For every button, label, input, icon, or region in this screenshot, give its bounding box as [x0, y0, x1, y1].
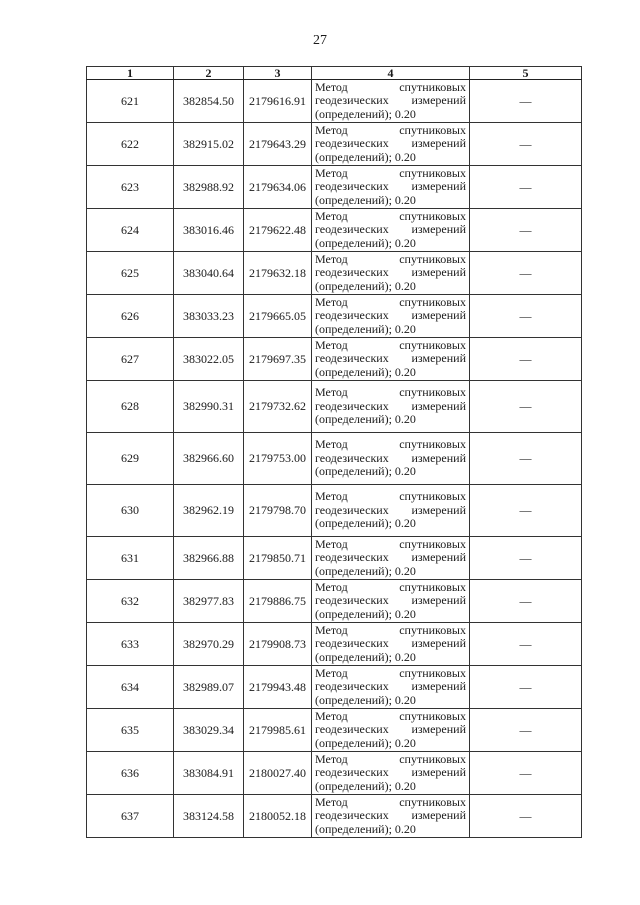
method-line-1 — [315, 710, 466, 724]
method-line-3: (определений); 0.20 — [315, 778, 416, 793]
point-number-cell: 635 — [87, 709, 174, 752]
method-word: геодезических — [315, 765, 389, 780]
method-word: спутниковых — [399, 208, 466, 223]
method-line-3: (определений); 0.20 — [315, 364, 416, 379]
method-line-2 — [315, 637, 466, 651]
table-row — [87, 338, 582, 381]
y-coordinate-cell: 2179632.18 — [244, 252, 312, 295]
method-cell — [312, 537, 470, 580]
x-coordinate-cell: 383124.58 — [174, 795, 244, 838]
method-word: геодезических — [315, 679, 389, 694]
method-word: геодезических — [315, 265, 389, 280]
method-word: измерений — [411, 722, 466, 737]
method-cell — [312, 209, 470, 252]
point-number-cell: 633 — [87, 623, 174, 666]
method-word: Метод — [315, 79, 348, 94]
method-word: измерений — [411, 765, 466, 780]
point-number-cell: 625 — [87, 252, 174, 295]
method-word: измерений — [411, 351, 466, 366]
method-word: спутниковых — [399, 579, 466, 594]
method-word: измерений — [411, 398, 466, 413]
table-row — [87, 252, 582, 295]
description-cell: — — [470, 795, 582, 838]
x-coordinate-cell: 382989.07 — [174, 666, 244, 709]
method-line-1 — [315, 386, 466, 400]
y-coordinate-cell: 2179732.62 — [244, 381, 312, 433]
x-coordinate-cell: 383040.64 — [174, 252, 244, 295]
description-cell: — — [470, 295, 582, 338]
table-row — [87, 537, 582, 580]
x-coordinate-cell: 383022.05 — [174, 338, 244, 381]
method-line-1 — [315, 538, 466, 552]
description-cell: — — [470, 485, 582, 537]
description-cell: — — [470, 580, 582, 623]
method-word: Метод — [315, 337, 348, 352]
method-line-2 — [315, 223, 466, 237]
y-coordinate-cell: 2179634.06 — [244, 166, 312, 209]
method-word: измерений — [411, 136, 466, 151]
method-word: спутниковых — [399, 437, 466, 452]
method-word: Метод — [315, 437, 348, 452]
y-coordinate-cell: 2179943.48 — [244, 666, 312, 709]
table-row — [87, 795, 582, 838]
method-word: Метод — [315, 579, 348, 594]
method-word: геодезических — [315, 450, 389, 465]
method-word: измерений — [411, 179, 466, 194]
table-row — [87, 381, 582, 433]
method-cell — [312, 752, 470, 795]
method-line-1 — [315, 296, 466, 310]
point-number-cell: 621 — [87, 80, 174, 123]
method-cell — [312, 623, 470, 666]
method-cell — [312, 338, 470, 381]
point-number-cell: 624 — [87, 209, 174, 252]
method-line-1 — [315, 581, 466, 595]
x-coordinate-cell: 382977.83 — [174, 580, 244, 623]
method-cell — [312, 666, 470, 709]
method-line-2 — [315, 594, 466, 608]
point-number-cell: 622 — [87, 123, 174, 166]
method-word: Метод — [315, 385, 348, 400]
y-coordinate-cell: 2179622.48 — [244, 209, 312, 252]
method-word: спутниковых — [399, 536, 466, 551]
method-word: геодезических — [315, 593, 389, 608]
method-word: измерений — [411, 502, 466, 517]
x-coordinate-cell: 382990.31 — [174, 381, 244, 433]
table-header-row — [87, 67, 582, 80]
method-word: измерений — [411, 222, 466, 237]
method-cell — [312, 709, 470, 752]
x-coordinate-cell: 382970.29 — [174, 623, 244, 666]
point-number-cell: 628 — [87, 381, 174, 433]
method-cell — [312, 485, 470, 537]
description-cell: — — [470, 623, 582, 666]
description-cell: — — [470, 709, 582, 752]
method-word: измерений — [411, 636, 466, 651]
table-row — [87, 752, 582, 795]
method-word: геодезических — [315, 808, 389, 823]
method-line-3: (определений); 0.20 — [315, 106, 416, 121]
method-cell — [312, 580, 470, 623]
y-coordinate-cell: 2179753.00 — [244, 433, 312, 485]
description-cell: — — [470, 80, 582, 123]
method-word: спутниковых — [399, 385, 466, 400]
column-header: 5 — [470, 67, 582, 80]
table-row — [87, 209, 582, 252]
method-line-1 — [315, 81, 466, 95]
y-coordinate-cell: 2179985.61 — [244, 709, 312, 752]
method-line-1 — [315, 796, 466, 810]
method-line-2 — [315, 352, 466, 366]
table-row — [87, 123, 582, 166]
description-cell: — — [470, 752, 582, 795]
method-line-3: (определений); 0.20 — [315, 563, 416, 578]
method-line-3: (определений); 0.20 — [315, 464, 416, 479]
table-row — [87, 580, 582, 623]
method-line-2 — [315, 766, 466, 780]
method-word: Метод — [315, 622, 348, 637]
method-word: геодезических — [315, 502, 389, 517]
method-line-2 — [315, 309, 466, 323]
description-cell: — — [470, 252, 582, 295]
method-word: измерений — [411, 93, 466, 108]
x-coordinate-cell: 382988.92 — [174, 166, 244, 209]
x-coordinate-cell: 383016.46 — [174, 209, 244, 252]
method-word: спутниковых — [399, 622, 466, 637]
x-coordinate-cell: 383029.34 — [174, 709, 244, 752]
method-word: спутниковых — [399, 122, 466, 137]
method-word: спутниковых — [399, 665, 466, 680]
description-cell: — — [470, 123, 582, 166]
method-word: измерений — [411, 679, 466, 694]
method-line-2 — [315, 452, 466, 466]
method-word: геодезических — [315, 351, 389, 366]
method-word: Метод — [315, 251, 348, 266]
description-cell: — — [470, 666, 582, 709]
method-word: Метод — [315, 708, 348, 723]
method-word: геодезических — [315, 636, 389, 651]
point-number-cell: 623 — [87, 166, 174, 209]
method-line-2 — [315, 504, 466, 518]
point-number-cell: 636 — [87, 752, 174, 795]
method-line-2 — [315, 551, 466, 565]
description-cell: — — [470, 166, 582, 209]
method-word: спутниковых — [399, 489, 466, 504]
method-line-2 — [315, 137, 466, 151]
x-coordinate-cell: 382966.88 — [174, 537, 244, 580]
description-cell: — — [470, 537, 582, 580]
method-line-2 — [315, 94, 466, 108]
description-cell: — — [470, 209, 582, 252]
method-line-3: (определений); 0.20 — [315, 321, 416, 336]
method-word: спутниковых — [399, 751, 466, 766]
table-row — [87, 666, 582, 709]
point-number-cell: 626 — [87, 295, 174, 338]
method-word: геодезических — [315, 550, 389, 565]
method-word: спутниковых — [399, 708, 466, 723]
method-line-3: (определений); 0.20 — [315, 149, 416, 164]
method-word: геодезических — [315, 398, 389, 413]
point-number-cell: 627 — [87, 338, 174, 381]
method-line-2 — [315, 723, 466, 737]
method-line-1 — [315, 667, 466, 681]
y-coordinate-cell: 2179697.35 — [244, 338, 312, 381]
method-word: измерений — [411, 308, 466, 323]
method-word: Метод — [315, 122, 348, 137]
method-line-3: (определений); 0.20 — [315, 606, 416, 621]
y-coordinate-cell: 2179886.75 — [244, 580, 312, 623]
method-line-3: (определений); 0.20 — [315, 412, 416, 427]
method-word: геодезических — [315, 308, 389, 323]
method-cell — [312, 80, 470, 123]
point-number-cell: 631 — [87, 537, 174, 580]
method-cell — [312, 795, 470, 838]
method-word: Метод — [315, 165, 348, 180]
method-word: измерений — [411, 550, 466, 565]
table-row — [87, 80, 582, 123]
method-word: спутниковых — [399, 79, 466, 94]
table-row — [87, 623, 582, 666]
method-word: спутниковых — [399, 251, 466, 266]
point-number-cell: 634 — [87, 666, 174, 709]
method-line-1 — [315, 339, 466, 353]
method-line-3: (определений); 0.20 — [315, 821, 416, 836]
method-line-3: (определений); 0.20 — [315, 649, 416, 664]
page-number: 27 — [313, 33, 327, 48]
method-word: Метод — [315, 751, 348, 766]
method-line-1 — [315, 253, 466, 267]
method-word: геодезических — [315, 136, 389, 151]
method-line-1 — [315, 490, 466, 504]
method-word: спутниковых — [399, 337, 466, 352]
method-word: измерений — [411, 265, 466, 280]
point-number-cell: 637 — [87, 795, 174, 838]
method-cell — [312, 166, 470, 209]
table-row — [87, 166, 582, 209]
method-word: Метод — [315, 208, 348, 223]
method-word: Метод — [315, 665, 348, 680]
x-coordinate-cell: 382915.02 — [174, 123, 244, 166]
method-line-1 — [315, 124, 466, 138]
method-word: измерений — [411, 593, 466, 608]
x-coordinate-cell: 383033.23 — [174, 295, 244, 338]
method-word: Метод — [315, 794, 348, 809]
method-line-2 — [315, 680, 466, 694]
method-word: геодезических — [315, 722, 389, 737]
method-word: спутниковых — [399, 165, 466, 180]
method-word: геодезических — [315, 179, 389, 194]
method-word: спутниковых — [399, 294, 466, 309]
method-line-3: (определений); 0.20 — [315, 735, 416, 750]
table-row — [87, 485, 582, 537]
method-word: измерений — [411, 450, 466, 465]
method-line-1 — [315, 210, 466, 224]
y-coordinate-cell: 2180052.18 — [244, 795, 312, 838]
description-cell: — — [470, 338, 582, 381]
method-cell — [312, 381, 470, 433]
column-header: 4 — [312, 67, 470, 80]
method-word: геодезических — [315, 222, 389, 237]
method-line-3: (определений); 0.20 — [315, 278, 416, 293]
method-line-2 — [315, 809, 466, 823]
y-coordinate-cell: 2180027.40 — [244, 752, 312, 795]
y-coordinate-cell: 2179665.05 — [244, 295, 312, 338]
method-word: геодезических — [315, 93, 389, 108]
method-word: Метод — [315, 294, 348, 309]
method-cell — [312, 295, 470, 338]
column-header: 2 — [174, 67, 244, 80]
method-line-1 — [315, 753, 466, 767]
table-row — [87, 433, 582, 485]
description-cell: — — [470, 433, 582, 485]
method-line-3: (определений); 0.20 — [315, 516, 416, 531]
method-line-2 — [315, 400, 466, 414]
column-header: 3 — [244, 67, 312, 80]
x-coordinate-cell: 382854.50 — [174, 80, 244, 123]
method-line-3: (определений); 0.20 — [315, 192, 416, 207]
table-row — [87, 295, 582, 338]
x-coordinate-cell: 382962.19 — [174, 485, 244, 537]
method-line-1 — [315, 167, 466, 181]
method-line-1 — [315, 438, 466, 452]
table-row — [87, 709, 582, 752]
method-word: спутниковых — [399, 794, 466, 809]
coordinates-table — [86, 66, 582, 838]
method-word: Метод — [315, 489, 348, 504]
method-line-3: (определений); 0.20 — [315, 692, 416, 707]
y-coordinate-cell: 2179643.29 — [244, 123, 312, 166]
method-cell — [312, 433, 470, 485]
column-header: 1 — [87, 67, 174, 80]
description-cell: — — [470, 381, 582, 433]
x-coordinate-cell: 383084.91 — [174, 752, 244, 795]
method-line-2 — [315, 180, 466, 194]
y-coordinate-cell: 2179908.73 — [244, 623, 312, 666]
method-line-3: (определений); 0.20 — [315, 235, 416, 250]
method-word: Метод — [315, 536, 348, 551]
method-word: измерений — [411, 808, 466, 823]
y-coordinate-cell: 2179616.91 — [244, 80, 312, 123]
point-number-cell: 630 — [87, 485, 174, 537]
y-coordinate-cell: 2179850.71 — [244, 537, 312, 580]
y-coordinate-cell: 2179798.70 — [244, 485, 312, 537]
method-cell — [312, 123, 470, 166]
method-line-1 — [315, 624, 466, 638]
method-line-2 — [315, 266, 466, 280]
method-cell — [312, 252, 470, 295]
point-number-cell: 629 — [87, 433, 174, 485]
point-number-cell: 632 — [87, 580, 174, 623]
x-coordinate-cell: 382966.60 — [174, 433, 244, 485]
